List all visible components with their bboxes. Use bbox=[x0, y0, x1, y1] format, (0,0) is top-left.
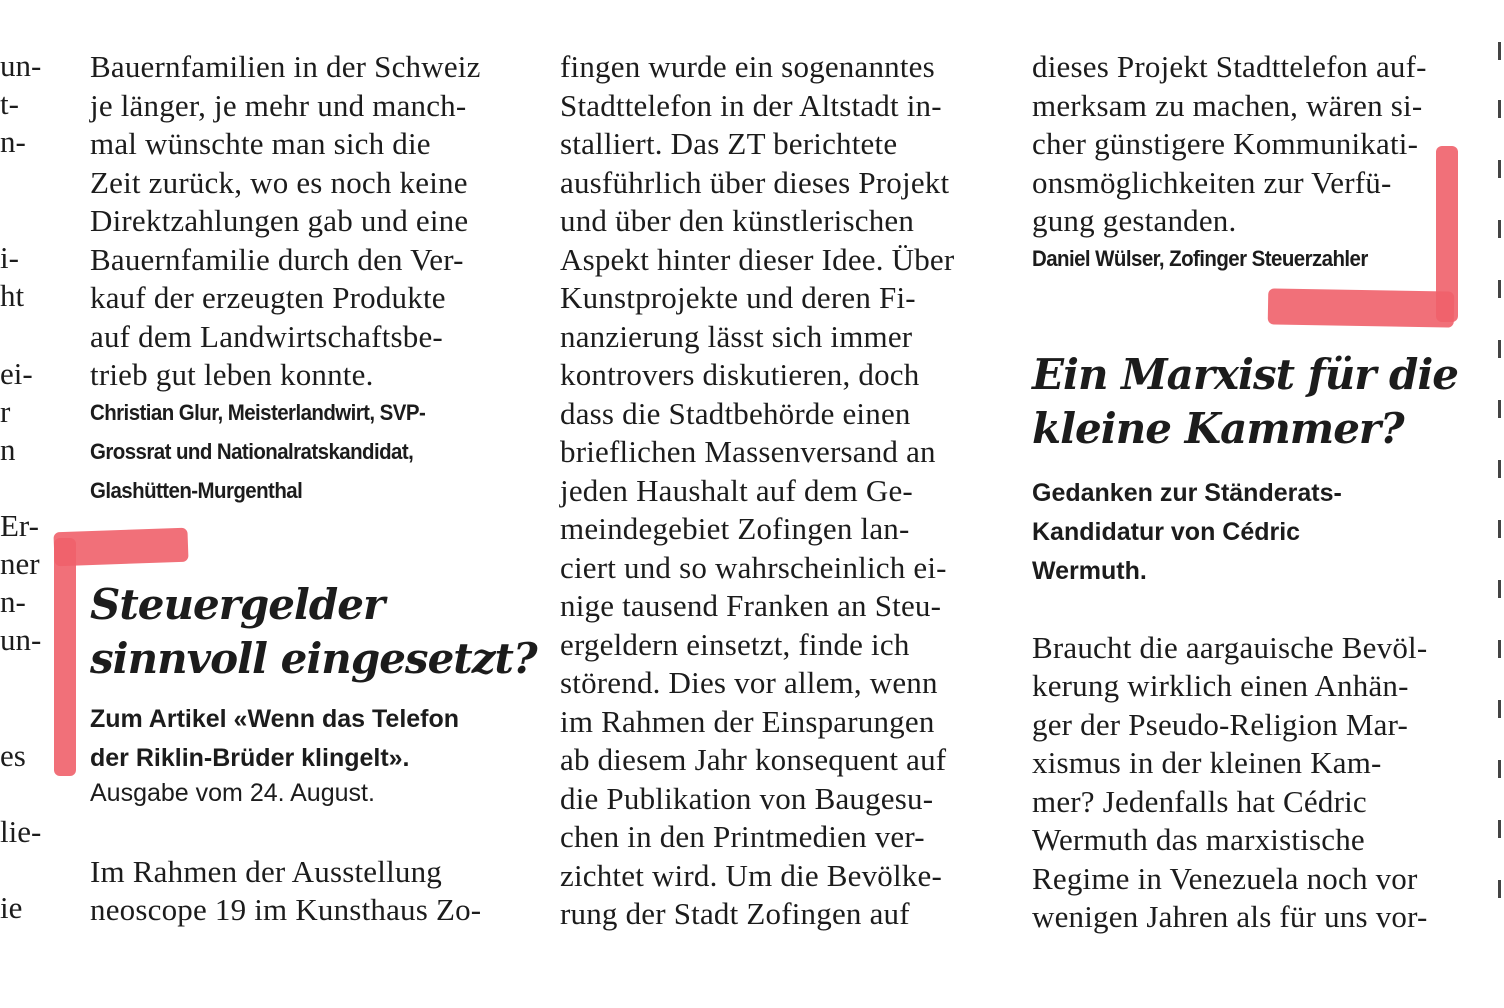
column-3 bbox=[1032, 48, 1472, 937]
letter-2-signature: Daniel Wülser, Zofinger Steuerzahler bbox=[1032, 245, 1368, 271]
body-text-line: gung gestanden. bbox=[1032, 203, 1237, 238]
lead-line: Wermuth. bbox=[1032, 556, 1147, 585]
body-text-line: mal wünschte man sich die bbox=[90, 126, 431, 161]
lead-line: Kandidatur von Cédric bbox=[1032, 517, 1301, 546]
signature-line: Glashütten-Murgenthal bbox=[90, 477, 303, 503]
body-text-line: je länger, je mehr und manch- bbox=[90, 87, 467, 123]
fragment-text: t- bbox=[0, 86, 19, 121]
fragment-text: ie bbox=[0, 890, 23, 925]
body-text-line: Im Rahmen der Ausstellung bbox=[90, 853, 442, 889]
signature-line: Grossrat und Nationalratskandidat, bbox=[90, 438, 414, 464]
body-text-line: Bauernfamilien in der Schweiz bbox=[90, 49, 481, 84]
lead-line: Zum Artikel «Wenn das Telefon bbox=[90, 704, 460, 733]
article-headline-marxist bbox=[1032, 348, 1472, 456]
fragment-text: n- bbox=[0, 584, 26, 619]
body-text-line: ciert und so wahrscheinlich ei- bbox=[560, 549, 947, 585]
lead-line: Gedanken zur Ständerats- bbox=[1032, 478, 1342, 507]
body-text-line: die Publikation von Baugesu- bbox=[560, 780, 934, 816]
fragment-text: n- bbox=[0, 124, 26, 159]
body-text-line: ergeldern einsetzt, finde ich bbox=[560, 626, 910, 662]
fragment-text: ner bbox=[0, 546, 40, 581]
highlighter-bracket-left-vertical bbox=[54, 538, 76, 776]
letter-1-body bbox=[90, 48, 530, 395]
fragment-text: un- bbox=[0, 622, 42, 657]
fragment-text: i- bbox=[0, 240, 19, 275]
body-text-line: rung der Stadt Zofingen auf bbox=[560, 896, 910, 931]
fragment-text: ei- bbox=[0, 356, 33, 391]
headline-line: Ein Marxist für die bbox=[1032, 349, 1459, 399]
body-text-line: ausführlich über dieses Projekt bbox=[560, 164, 950, 200]
body-text-line: kauf der erzeugten Produkte bbox=[90, 280, 446, 315]
body-text-line: dieses Projekt Stadttelefon auf- bbox=[1032, 49, 1427, 84]
fragment-text: un- bbox=[0, 48, 42, 83]
body-text-line: Stadttelefon in der Altstadt in- bbox=[560, 87, 942, 123]
letter-1-signature bbox=[90, 393, 530, 510]
article-lead-wermuth bbox=[1032, 474, 1472, 591]
body-text-line: nige tausend Franken an Steu- bbox=[560, 588, 942, 623]
fragment-text: ht bbox=[0, 278, 25, 313]
body-text-line: im Rahmen der Einsparungen bbox=[560, 703, 935, 739]
body-text-line: Regime in Venezuela noch vor bbox=[1032, 860, 1418, 896]
next-column-edge bbox=[1494, 40, 1504, 940]
body-text-line: xismus in der kleinen Kam- bbox=[1032, 745, 1382, 780]
body-text-line: jeden Haushalt auf dem Ge- bbox=[560, 472, 913, 508]
body-text-line: dass die Stadtbehörde einen bbox=[560, 395, 911, 431]
body-text-line: und über den künstlerischen bbox=[560, 203, 915, 238]
body-text-line: neoscope 19 im Kunsthaus Zo- bbox=[90, 892, 482, 927]
article-lead bbox=[90, 700, 530, 813]
body-text-line: Zeit zurück, wo es noch keine bbox=[90, 164, 468, 200]
highlighter-bracket-right-vertical bbox=[1436, 146, 1458, 322]
headline-line: sinnvoll eingesetzt? bbox=[90, 633, 537, 683]
body-text-line: onsmöglichkeiten zur Verfü- bbox=[1032, 164, 1392, 200]
body-text-line: Kunstprojekte und deren Fi- bbox=[560, 280, 916, 315]
body-text-line: trieb gut leben konnte. bbox=[90, 357, 374, 392]
letter-3-body bbox=[1032, 629, 1472, 937]
signature-line: Christian Glur, Meisterlandwirt, SVP- bbox=[90, 399, 426, 425]
body-text-line: Braucht die aargauische Bevöl- bbox=[1032, 629, 1428, 665]
column-2 bbox=[560, 48, 1000, 934]
body-text-line: störend. Dies vor allem, wenn bbox=[560, 665, 938, 700]
fragment-text: Er- bbox=[0, 508, 39, 543]
body-text-line: ab diesem Jahr konsequent auf bbox=[560, 742, 947, 777]
headline-line: kleine Kammer? bbox=[1032, 403, 1404, 453]
column-1 bbox=[90, 48, 537, 930]
body-text-line: zichtet wird. Um die Bevölke- bbox=[560, 857, 942, 893]
body-text-line: nanzierung lässt sich immer bbox=[560, 318, 913, 354]
highlighter-bracket-right-horizontal bbox=[1268, 288, 1455, 327]
body-text-line: Aspekt hinter dieser Idee. Über bbox=[560, 241, 955, 277]
body-text-line: wenigen Jahren als für uns vor- bbox=[1032, 899, 1428, 934]
article-headline-steuergelder bbox=[90, 578, 537, 686]
body-text-line: Wermuth das marxistische bbox=[1032, 822, 1365, 857]
lead-line: der Riklin-Brüder klingelt». bbox=[90, 743, 410, 772]
lead-issue-date: Ausgabe vom 24. August. bbox=[90, 778, 375, 807]
body-text-line: meindegebiet Zofingen lan- bbox=[560, 511, 910, 546]
body-text-line: mer? Jedenfalls hat Cédric bbox=[1032, 783, 1367, 819]
body-text-line: merksam zu machen, wären si- bbox=[1032, 87, 1423, 123]
body-text-line: fingen wurde ein sogenanntes bbox=[560, 49, 935, 84]
body-text-line: brieflichen Massenversand an bbox=[560, 434, 936, 469]
body-text-line: auf dem Landwirtschaftsbe- bbox=[90, 318, 443, 354]
body-text-line: kontrovers diskutieren, doch bbox=[560, 357, 920, 392]
letter-2-body-start bbox=[90, 853, 530, 930]
fragment-text: n bbox=[0, 432, 16, 467]
body-text-line: stalliert. Das ZT berichtete bbox=[560, 126, 898, 161]
letter-2-body-end bbox=[1032, 48, 1472, 241]
body-text-line: kerung wirklich einen Anhän- bbox=[1032, 668, 1409, 703]
previous-column-fragments bbox=[0, 0, 44, 1008]
letter-2-body-middle bbox=[560, 48, 1000, 934]
body-text-line: cher günstigere Kommunikati- bbox=[1032, 126, 1419, 161]
body-text-line: chen in den Printmedien ver- bbox=[560, 819, 925, 854]
fragment-text: lie- bbox=[0, 814, 42, 849]
fragment-text: es bbox=[0, 738, 26, 773]
body-text-line: Direktzahlungen gab und eine bbox=[90, 203, 469, 238]
headline-line: Steuergelder bbox=[90, 579, 385, 629]
fragment-text: r bbox=[0, 394, 11, 429]
body-text-line: Bauernfamilie durch den Ver- bbox=[90, 241, 464, 277]
body-text-line: ger der Pseudo-Religion Mar- bbox=[1032, 706, 1409, 742]
